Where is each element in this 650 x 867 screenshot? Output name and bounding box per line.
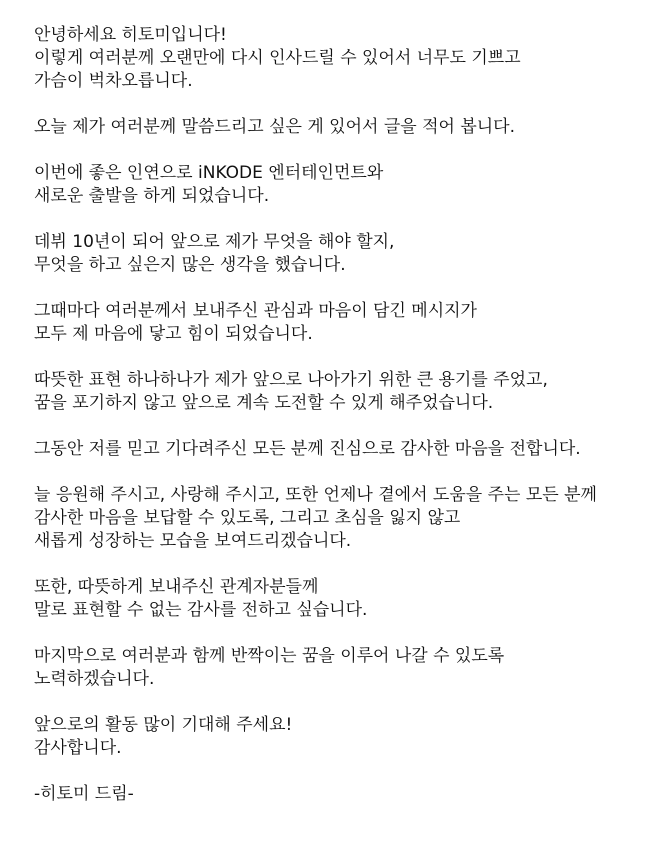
text-line: 노력하겠습니다. [34,669,155,689]
text-line: 이렇게 여러분께 오랜만에 다시 인사드릴 수 있어서 너무도 기쁘고 [34,48,521,68]
text-line: 새로운 출발을 하게 되었습니다. [34,186,270,206]
text-line: 감사한 마음을 보답할 수 있도록, 그리고 초심을 잃지 않고 [34,508,461,528]
text-line: 안녕하세요 히토미입니다! [34,25,227,45]
text-line: 그때마다 여러분께서 보내주신 관심과 마음이 담긴 메시지가 [34,301,477,321]
paragraph-final [34,714,644,760]
text-line: 감사합니다. [34,738,122,758]
text-line: 말로 표현할 수 없는 감사를 전하고 싶습니다. [34,600,368,620]
paragraph-courage [34,369,644,415]
text-line: 오늘 제가 여러분께 말씀드리고 싶은 게 있어서 글을 적어 봅니다. [34,117,516,137]
text-line: 따뜻한 표현 하나하나가 제가 앞으로 나아가기 위한 큰 용기를 주었고, [34,370,548,390]
paragraph-greeting [34,24,644,93]
paragraph-closing [34,645,644,691]
text-line: 꿈을 포기하지 않고 앞으로 계속 도전할 수 있게 해주었습니다. [34,393,494,413]
signature [34,783,644,806]
text-line: 늘 응원해 주시고, 사랑해 주시고, 또한 언제나 곁에서 도움을 주는 모든 분께 [34,485,597,505]
paragraph-staff [34,576,644,622]
signature-text: -히토미 드림- [34,784,134,804]
text-line: 이번에 좋은 인연으로 iNKODE 엔터테인먼트와 [34,163,384,183]
text-line: 앞으로의 활동 많이 기대해 주세요! [34,715,293,735]
text-line: 새롭게 성장하는 모습을 보여드리겠습니다. [34,531,352,551]
text-line: 또한, 따뜻하게 보내주신 관계자분들께 [34,577,319,597]
letter-body [34,24,644,829]
text-line: 가슴이 벅차오릅니다. [34,71,193,91]
text-line: 데뷔 10년이 되어 앞으로 제가 무엇을 해야 할지, [34,232,395,252]
text-line: 그동안 저를 믿고 기다려주신 모든 분께 진심으로 감사한 마음을 전합니다. [34,439,581,459]
text-line: 모두 제 마음에 닿고 힘이 되었습니다. [34,324,313,344]
text-line: 무엇을 하고 싶은지 많은 생각을 했습니다. [34,255,346,275]
text-line: 마지막으로 여러분과 함께 반짝이는 꿈을 이루어 나갈 수 있도록 [34,646,505,666]
paragraph-thanks [34,438,644,461]
paragraph-messages [34,300,644,346]
paragraph-debut [34,231,644,277]
paragraph-support [34,484,644,553]
paragraph-agency [34,162,644,208]
paragraph-intro [34,116,644,139]
